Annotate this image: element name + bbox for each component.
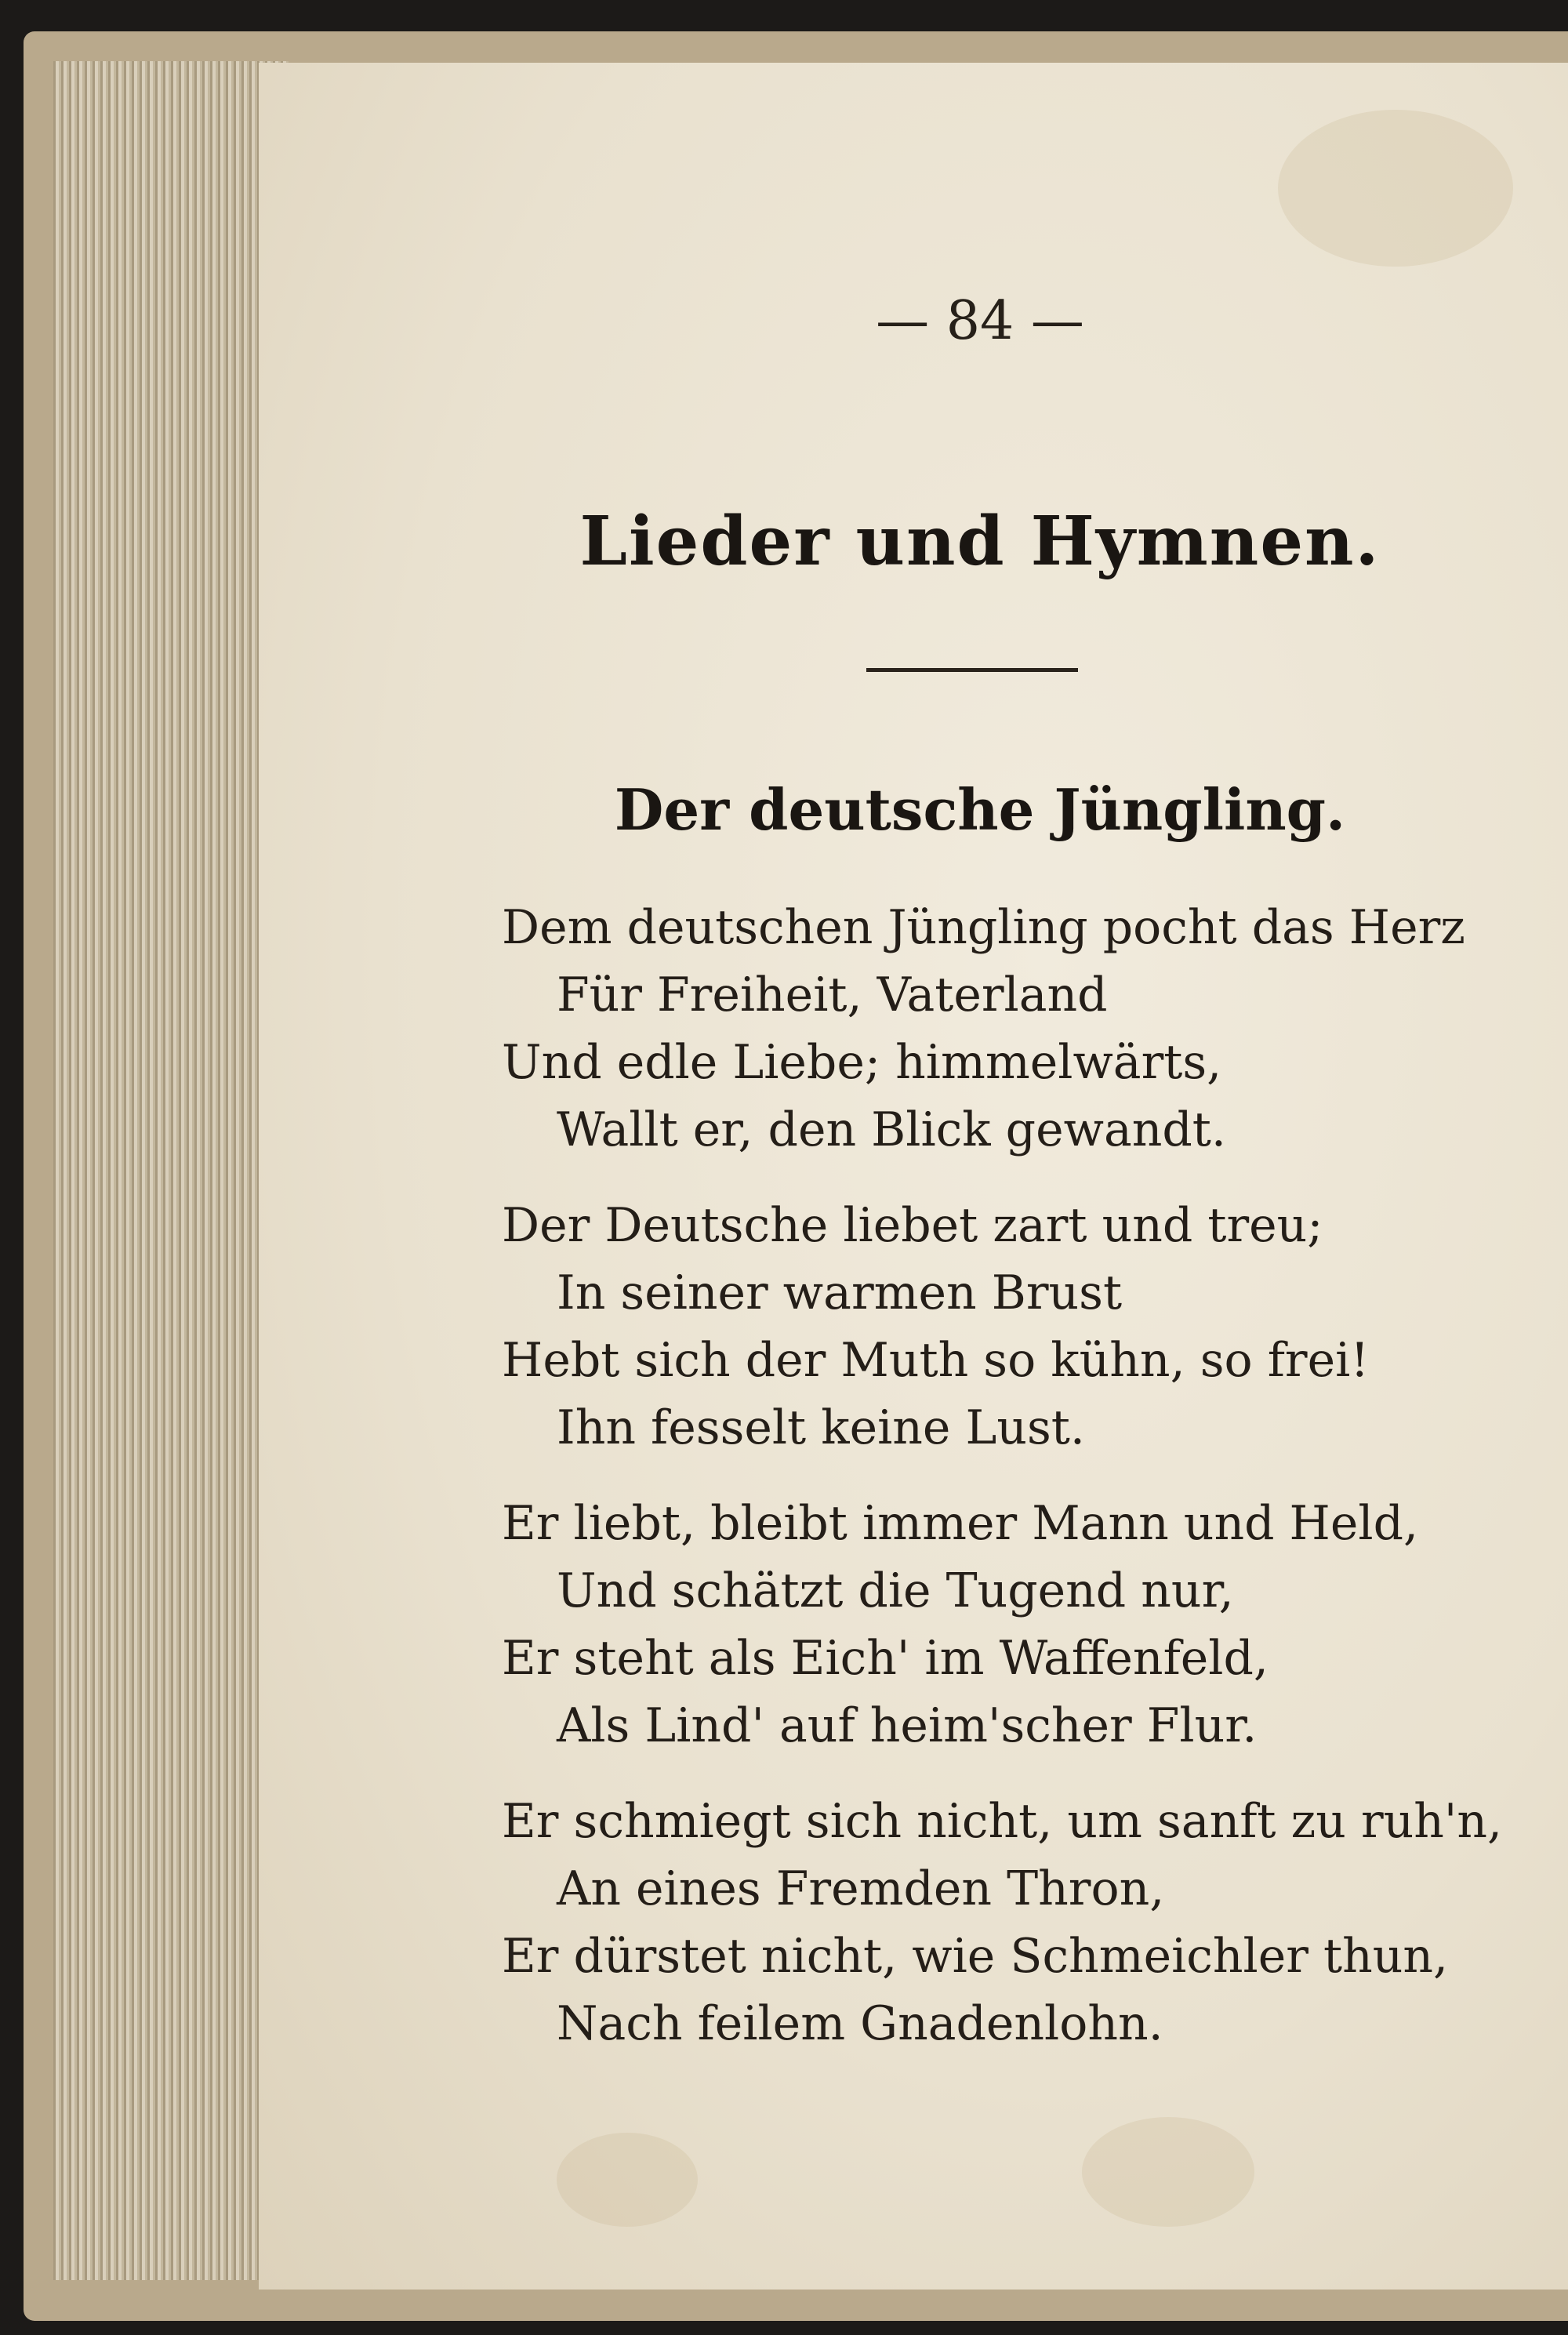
verse-line: Der Deutsche liebet zart und treu; <box>502 1198 1323 1253</box>
verse-line: Er steht als Eich' im Waffenfeld, <box>502 1631 1269 1686</box>
stanza-2 <box>502 1192 1521 1462</box>
verse-line: Er schmiegt sich nicht, um sanft zu ruh'n, <box>502 1794 1503 1849</box>
stanza-3 <box>502 1490 1521 1759</box>
stain <box>1278 110 1513 267</box>
verse-line: An eines Fremden Thron, <box>557 1861 1165 1916</box>
title-rule <box>866 668 1078 672</box>
verse-line: In seiner warmen Brust <box>557 1266 1123 1320</box>
section-title: Lieder und Hymnen. <box>579 502 1381 581</box>
verse-line: Dem deutschen Jüngling pocht das Herz <box>502 900 1465 955</box>
verse-line: Hebt sich der Muth so kühn, so frei! <box>502 1333 1370 1388</box>
page-edges <box>53 61 289 2280</box>
stain <box>1082 2117 1254 2227</box>
verse-line: Er dürstet nicht, wie Schmeichler thun, <box>502 1929 1449 1984</box>
verse-line: Wallt er, den Blick gewandt. <box>557 1102 1226 1157</box>
verse-line: Und edle Liebe; himmelwärts, <box>502 1035 1222 1090</box>
verse-line: Und schätzt die Tugend nur, <box>557 1563 1234 1618</box>
verse-line: Als Lind' auf heim'scher Flur. <box>557 1698 1258 1753</box>
stanza-1 <box>502 894 1521 1164</box>
page-number: — 84 — <box>876 290 1084 352</box>
verse-line: Er liebt, bleibt immer Mann und Held, <box>502 1496 1419 1551</box>
verse-line: Nach feilem Gnadenlohn. <box>557 1996 1163 2051</box>
verse-line: Ihn fesselt keine Lust. <box>557 1400 1085 1455</box>
stanza-4 <box>502 1788 1521 2057</box>
poem-title: Der deutsche Jüngling. <box>614 776 1346 843</box>
stain <box>557 2133 698 2227</box>
verse-line: Für Freiheit, Vaterland <box>557 968 1108 1022</box>
